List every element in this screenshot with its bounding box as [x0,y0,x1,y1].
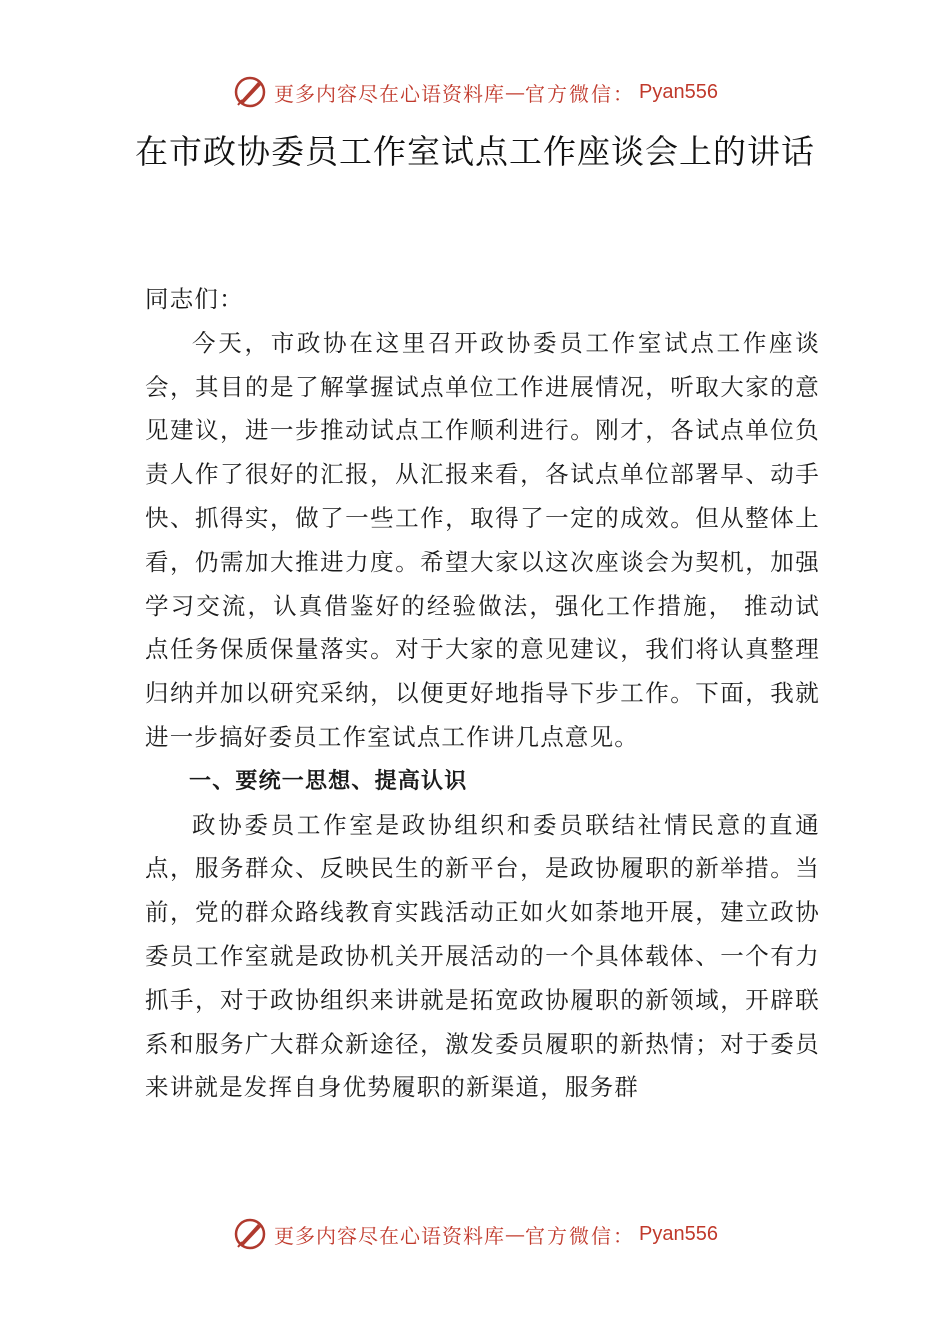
document-title: 在市政协委员工作室试点工作座谈会上的讲话 [135,132,815,171]
footer-watermark-banner [0,1216,950,1252]
banner-separator: — [505,80,526,104]
section-heading: 一、要统一思想、提高认识 [189,768,468,794]
banner-wechat-id: Pyan556 [639,80,718,103]
banner-wechat-label: 官方微信： [525,1223,636,1248]
paragraph-intro: 今天，市政协在这里召开政协委员工作室试点工作座谈会，其目的是了解掌握试点单位工作进展情况，听取大家的意见建议，进一步推动试点工作顺利进行。刚才，各试点单位负责人作了很好的汇报，从汇报来看，各试点单位部署早、动手快、抓得实，做了一些工作，取得了一定的成效。但从整体上看，仍需加大推进力度。希望大家以这次座谈会为契机，加强学习交流，认真借鉴好的经验做法，强化工作措施， 推动试点任务保质保量落实。对于大家的意见建议，我们将认真整理归纳并加以研究采纳，以便更好地指导下步工作。下面，我就进一步搞好委员工作室试点工作讲几点意见。 [145,328,820,751]
paragraph-section-one: 政协委员工作室是政协组织和委员联结社情民意的直通点，服务群众、反映民生的新平台，是政协履职的新举措。当前，党的群众路线教育实践活动正如火如荼地开展，建立政协委员工作室就是政协机关开展活动的一个具体载体、一个有力抓手，对于政协组织来讲就是拓宽政协履职的新领域，开辟联系和服务广大群众新途径，激发委员履职的新热情；对于委员来讲就是发挥自身优势履职的新渠道，服务群 [145,810,820,1102]
header-watermark-banner [0,74,950,110]
quill-pen-logo-icon [232,74,268,110]
banner-text: 更多内容尽在心语资料库 [274,1223,506,1248]
banner-separator: — [505,1222,526,1246]
salutation: 同志们： [145,285,244,313]
document-body [145,278,820,1110]
banner-text: 更多内容尽在心语资料库 [274,81,506,106]
banner-wechat-id: Pyan556 [639,1222,718,1245]
banner-wechat-label: 官方微信： [525,81,636,106]
quill-pen-logo-icon [232,1216,268,1252]
